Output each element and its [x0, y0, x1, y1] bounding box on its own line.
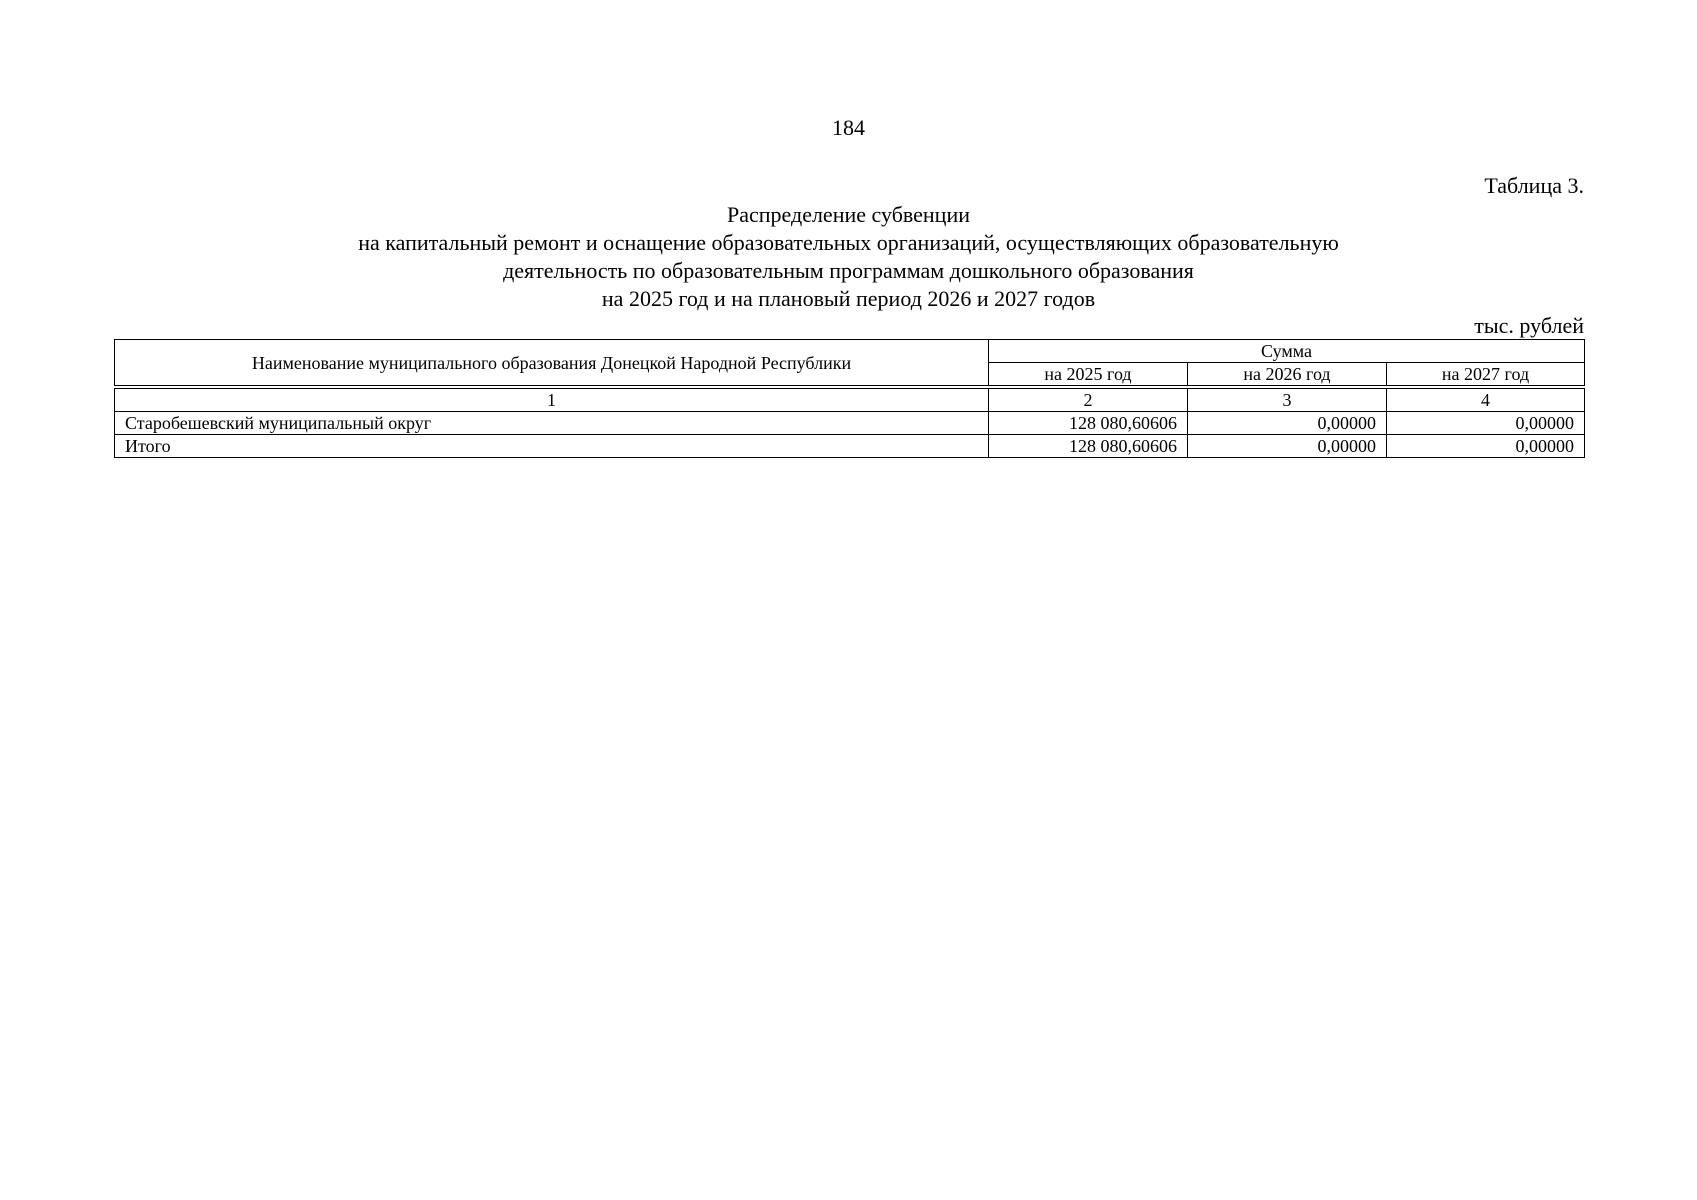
municipality-name: Старобешевский муниципальный округ: [115, 412, 989, 435]
sum-column-header: Сумма: [989, 340, 1585, 363]
page-number: 184: [832, 115, 865, 140]
column-number: 1: [115, 387, 989, 412]
title-line: на 2025 год и на плановый период 2026 и 2027 годов: [601, 286, 1096, 311]
total-label: Итого: [115, 435, 989, 458]
title-line: на капитальный ремонт и оснащение образовательных организаций, осуществляющих образовательную: [358, 230, 1339, 255]
header-row: [115, 340, 1585, 363]
total-2025: 128 080,60606: [989, 435, 1188, 458]
total-2026: 0,00000: [1188, 435, 1387, 458]
units-label: тыс. рублей: [1474, 313, 1584, 338]
document-title: [0, 201, 1697, 313]
table-row: [115, 412, 1585, 435]
title-line: деятельность по образовательным программам дошкольного образования: [503, 258, 1194, 283]
column-number-row: [115, 387, 1585, 412]
amount-2025: 128 080,60606: [989, 412, 1188, 435]
total-2027: 0,00000: [1387, 435, 1585, 458]
subvention-distribution-table: [114, 339, 1585, 458]
total-row: [115, 435, 1585, 458]
amount-2026: 0,00000: [1188, 412, 1387, 435]
year-2025-header: на 2025 год: [989, 363, 1188, 388]
year-2027-header: на 2027 год: [1387, 363, 1585, 388]
column-number: 2: [989, 387, 1188, 412]
municipality-column-header: Наименование муниципального образования Донецкой Народной Республики: [115, 340, 989, 388]
year-2026-header: на 2026 год: [1188, 363, 1387, 388]
column-number: 3: [1188, 387, 1387, 412]
column-number: 4: [1387, 387, 1585, 412]
table-label: Таблица 3.: [1484, 173, 1584, 198]
amount-2027: 0,00000: [1387, 412, 1585, 435]
title-line: Распределение субвенции: [726, 202, 971, 227]
